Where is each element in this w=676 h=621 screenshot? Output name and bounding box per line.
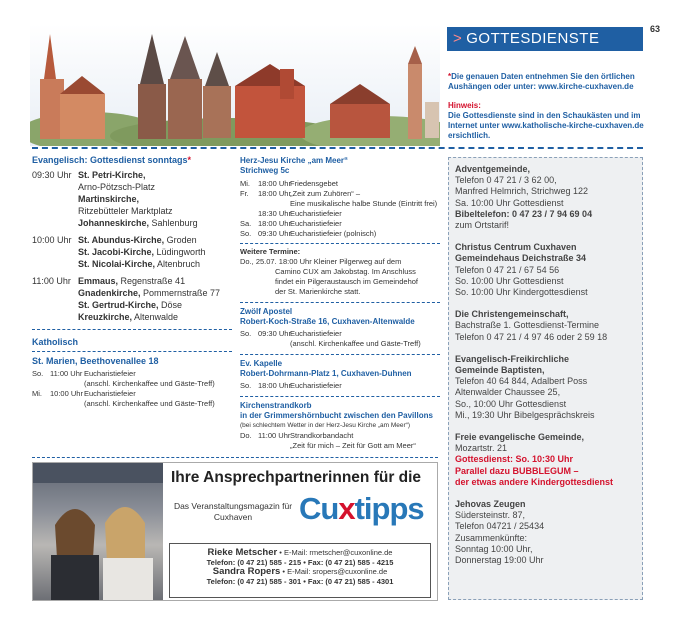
note-label: Hinweis: (448, 101, 481, 110)
service-time (50, 379, 84, 389)
service-time (32, 246, 78, 258)
service-day: Fr. (240, 189, 249, 198)
church-title: Kirchenstrandkorb (240, 401, 312, 410)
contact-email: • E-Mail: sropers@cuxonline.de (280, 567, 388, 576)
service-row (32, 181, 232, 193)
service-text: Friedensgebet (290, 179, 338, 188)
service-day (240, 199, 258, 209)
divider (240, 396, 440, 397)
church-name: St. Petri-Kirche, (78, 170, 146, 180)
divider (32, 351, 232, 352)
community-line: Gemeinde Baptisten, (455, 365, 545, 376)
service-row (32, 311, 232, 323)
community-line: zum Ortstarif! (455, 220, 510, 231)
contact-1 (170, 548, 430, 558)
column-catholic (240, 156, 440, 451)
community-highlight: Gottesdienst: So. 10:30 Uhr (455, 454, 574, 465)
contact-email: • E-Mail: rmetscher@cuxonline.de (277, 548, 393, 557)
community-highlight: der etwas andere Kindergottesdienst (455, 476, 614, 487)
contact-box (169, 543, 431, 598)
service-day: Sa. (240, 219, 252, 228)
contact-name: Rieke Metscher (207, 547, 278, 558)
community-line: Jehovas Zeugen (455, 499, 526, 510)
service-list (240, 381, 440, 391)
divider (32, 147, 643, 149)
divider (240, 243, 440, 244)
church-name: Johanneskirche, Sahlenburg (78, 218, 198, 228)
service-row (32, 169, 232, 181)
community-line: So., 10:00 Uhr Gottesdienst (455, 398, 567, 409)
service-day (240, 209, 258, 219)
events-line: der St. Marienkirche statt. (275, 287, 361, 296)
community-line: Gemeindehaus Deichstraße 34 (455, 253, 587, 264)
service-time: 18:00 Uhr (258, 381, 291, 390)
service-row (32, 369, 232, 379)
community-adventgemeinde (455, 164, 636, 231)
service-text: Eine musikalische halbe Stunde (Eintritt frei) (290, 199, 438, 208)
service-row (32, 205, 232, 217)
church-name: Kreuzkirche, Altenwalde (78, 312, 179, 322)
service-day: Mi. (240, 179, 250, 188)
service-row (32, 287, 232, 299)
service-row (32, 193, 232, 205)
service-text: (anschl. Kirchenkaffee und Gäste-Treff) (84, 399, 215, 408)
church-name: Ritzebütteler Marktplatz (78, 206, 173, 216)
service-time (258, 339, 290, 349)
cuxtipps-advertisement (32, 462, 438, 601)
service-time (32, 258, 78, 270)
service-time: 18:30 Uhr (258, 209, 291, 218)
divider (240, 302, 440, 303)
service-time (32, 193, 78, 205)
contact-phone: Telefon: (0 47 21) 585 - 215 • Fax: (0 47 21) 585 - 4215 (206, 557, 394, 567)
community-line: So. 10:00 Uhr Kindergottesdienst (455, 287, 588, 298)
contact-phone: Telefon: (0 47 21) 585 - 301 • Fax: (0 47 21) 585 - 4301 (206, 576, 394, 586)
church-title: Ev. Kapelle (240, 359, 283, 368)
church-address: Strichweg 5c (240, 166, 290, 175)
service-day (240, 441, 258, 451)
service-day: So. (240, 329, 252, 338)
service-time: 09:30 Uhr (258, 229, 291, 238)
community-line: Sa. 10:00 Uhr Gottesdienst (455, 197, 564, 208)
community-line: Bachstraße 1. Gottesdienst-Termine (455, 320, 600, 331)
church-name: St. Jacobi-Kirche, Lüdingworth (78, 247, 206, 257)
service-day (32, 379, 50, 389)
church-name: Arno-Pötzsch-Platz (78, 182, 156, 192)
church-title: Zwölf Apostel (240, 307, 293, 316)
service-list (240, 431, 440, 451)
service-text: Eucharistiefeier (84, 369, 136, 378)
church-name: Emmaus, Regenstraße 41 (78, 276, 186, 286)
church-name: St. Nicolai-Kirche, Altenbruch (78, 259, 201, 269)
service-row (32, 299, 232, 311)
community-line: So. 10:00 Uhr Gottesdienst (455, 275, 564, 286)
service-text: Eucharistiefeier (290, 209, 342, 218)
events-title: Weitere Termine: (240, 247, 301, 256)
church-address: in der Grimmershörnbucht zwischen den Pavillons (240, 411, 433, 420)
service-day: Do. (240, 431, 252, 440)
other-communities-box (448, 157, 643, 600)
service-row (32, 275, 232, 287)
service-row (240, 229, 440, 239)
service-text: Strandkorbandacht (290, 431, 354, 440)
community-line: Südersteinstr. 87, (455, 510, 526, 521)
service-time: 18:00 Uhr (258, 179, 291, 188)
page-number: 63 (650, 24, 661, 34)
community-line: Telefon 0 47 21 / 4 97 46 oder 2 59 18 (455, 331, 608, 342)
section-subtitle: St. Marien, Beethovenallee 18 (32, 356, 159, 366)
events-line: Camino CUX am Jakobstag. Im Anschluss (275, 267, 416, 276)
service-list (32, 169, 232, 323)
community-line: Donnerstag 19:00 Uhr (455, 555, 544, 566)
community-christengemeinschaft (455, 309, 636, 343)
events-line: Do., 25.07. 18:00 Uhr Kleiner Pilgerweg auf dem (240, 257, 402, 266)
service-text: Eucharistiefeier (290, 381, 342, 390)
service-time: 11:00 Uhr (50, 369, 83, 378)
service-day: So. (240, 381, 252, 390)
ad-title: Ihre Ansprechpartnerinnen für die (171, 469, 422, 486)
community-line: Mozartstr. 21 (455, 443, 508, 454)
service-time (258, 199, 290, 209)
service-day (32, 399, 50, 409)
service-time: 11:00 Uhr (32, 276, 71, 286)
community-line: Sonntag 10:00 Uhr, (455, 543, 533, 554)
service-time: 09:30 Uhr (258, 329, 291, 338)
service-time (32, 217, 78, 229)
community-line: Telefon 04721 / 25434 (455, 521, 545, 532)
service-row (240, 219, 440, 229)
cuxtipps-logo: Cuxtipps (299, 491, 424, 526)
church-name: St. Abundus-Kirche, Groden (78, 235, 197, 245)
service-list (240, 179, 440, 239)
service-row (32, 258, 232, 270)
service-time (32, 181, 78, 193)
community-freie-ev-gemeinde (455, 432, 636, 488)
service-time (258, 441, 290, 451)
contacts-photo (33, 463, 163, 600)
section-banner (447, 27, 643, 51)
community-line: Telefon 0 47 21 / 67 54 56 (455, 264, 560, 275)
service-time (32, 311, 78, 323)
contact-name: Sandra Ropers (212, 566, 281, 577)
service-text: „Zeit für mich – Zeit für Gott am Meer“ (290, 441, 416, 450)
churches-illustration (30, 24, 440, 146)
divider (32, 329, 232, 330)
service-text: Eucharistiefeier (84, 389, 136, 398)
service-row (32, 234, 232, 246)
service-time: 18:00 Uhr (258, 189, 291, 198)
service-text: Eucharistiefeier (290, 219, 342, 228)
service-day: So. (32, 369, 44, 378)
community-line: Bibeltelefon: 0 47 23 / 7 94 69 04 (455, 208, 593, 219)
community-jehovas-zeugen (455, 499, 636, 566)
church-name: St. Gertrud-Kirche, Döse (78, 300, 183, 310)
community-highlight: Parallel dazu BUBBLEGUM – (455, 465, 579, 476)
church-address: Robert-Dohrmann-Platz 1, Cuxhaven-Duhnen (240, 369, 412, 378)
service-row (32, 389, 232, 399)
service-list (32, 369, 232, 409)
service-time: 09:30 Uhr (32, 170, 72, 180)
service-row (240, 209, 440, 219)
service-day: So. (240, 229, 252, 238)
note-text: Die Gottesdienste sind in den Schaukästen und im Internet unter www.katholische-kirche-cuxhaven.de ersichtlich. (448, 111, 644, 140)
community-christus-centrum (455, 242, 636, 298)
community-line: Freie evangelische Gemeinde, (455, 432, 585, 443)
service-text: Eucharistiefeier (polnisch) (290, 229, 377, 238)
column-evangelisch (32, 154, 232, 409)
church-name: Gnadenkirche, Pommernstraße 77 (78, 288, 221, 298)
community-line: Evangelisch-Freikirchliche (455, 353, 570, 364)
community-line: Die Christengemeinschaft, (455, 309, 569, 320)
service-text: „Zeit zum Zuhören“ – (290, 189, 361, 198)
church-title: Herz-Jesu Kirche „am Meer“ (240, 156, 349, 165)
service-row (240, 381, 440, 391)
service-day: Mi. (32, 389, 42, 398)
service-row (32, 399, 232, 409)
section-title: Evangelisch: Gottesdienst sonntags* (32, 155, 192, 165)
community-line: Mi., 19:30 Uhr Bibelgesprächskreis (455, 409, 595, 420)
service-text: Eucharistiefeier (290, 329, 342, 338)
church-name: Martinskirche, (78, 194, 140, 204)
service-row (32, 217, 232, 229)
service-row (240, 199, 440, 209)
note-text: Die genauen Daten entnehmen Sie den örtlichen Aushängen oder unter: www.kirche-cuxhaven.de (448, 72, 635, 91)
community-line: Telefon 40 64 844, Adalbert Poss (455, 376, 588, 387)
service-list (240, 329, 440, 349)
community-line: Altenwalder Chaussee 25, (455, 387, 561, 398)
service-row (240, 179, 440, 189)
banner-title: GOTTESDIENSTE (466, 30, 600, 47)
service-time (50, 399, 84, 409)
divider (32, 457, 438, 458)
service-row (240, 189, 440, 199)
service-row (240, 441, 440, 451)
service-row (240, 329, 440, 339)
community-line: Telefon 0 47 21 / 3 62 00, (455, 175, 557, 186)
community-baptisten (455, 354, 636, 421)
note-online-dates (448, 72, 648, 92)
church-address: Robert-Koch-Straße 16, Cuxhaven-Altenwalde (240, 317, 415, 326)
service-time: 10:00 Uhr (50, 389, 83, 398)
service-time (32, 287, 78, 299)
service-row (32, 246, 232, 258)
section-title: Katholisch (32, 337, 79, 347)
community-line: Adventgemeinde, (455, 164, 531, 174)
weather-note: (bei schlechtem Wetter in der Herz-Jesu Kirche „am Meer“) (240, 422, 411, 429)
banner-arrow: > (453, 30, 463, 47)
contact-2 (170, 567, 430, 577)
service-time: 18:00 Uhr (258, 219, 291, 228)
divider (240, 354, 440, 355)
community-line: Christus Centrum Cuxhaven (455, 242, 577, 253)
service-time (32, 205, 78, 217)
service-text: (anschl. Kirchenkaffee und Gäste-Treff) (84, 379, 215, 388)
service-row (240, 339, 440, 349)
service-time: 10:00 Uhr (32, 235, 72, 245)
service-time: 11:00 Uhr (258, 431, 291, 440)
service-time (32, 299, 78, 311)
service-text: (anschl. Kirchenkaffee und Gäste-Treff) (290, 339, 421, 348)
service-day (240, 339, 258, 349)
community-line: Zusammenkünfte: (455, 532, 528, 543)
community-line: Manfred Helmrich, Strichweg 122 (455, 186, 589, 197)
note-star: * (448, 72, 452, 81)
note-catholic (448, 101, 648, 141)
service-row (240, 431, 440, 441)
magazine-tagline: Das Veranstaltungsmagazin für Cuxhaven (173, 501, 293, 522)
events-line: findet ein Pilgeraustausch im Gemeindehof (275, 277, 418, 286)
service-row (32, 379, 232, 389)
